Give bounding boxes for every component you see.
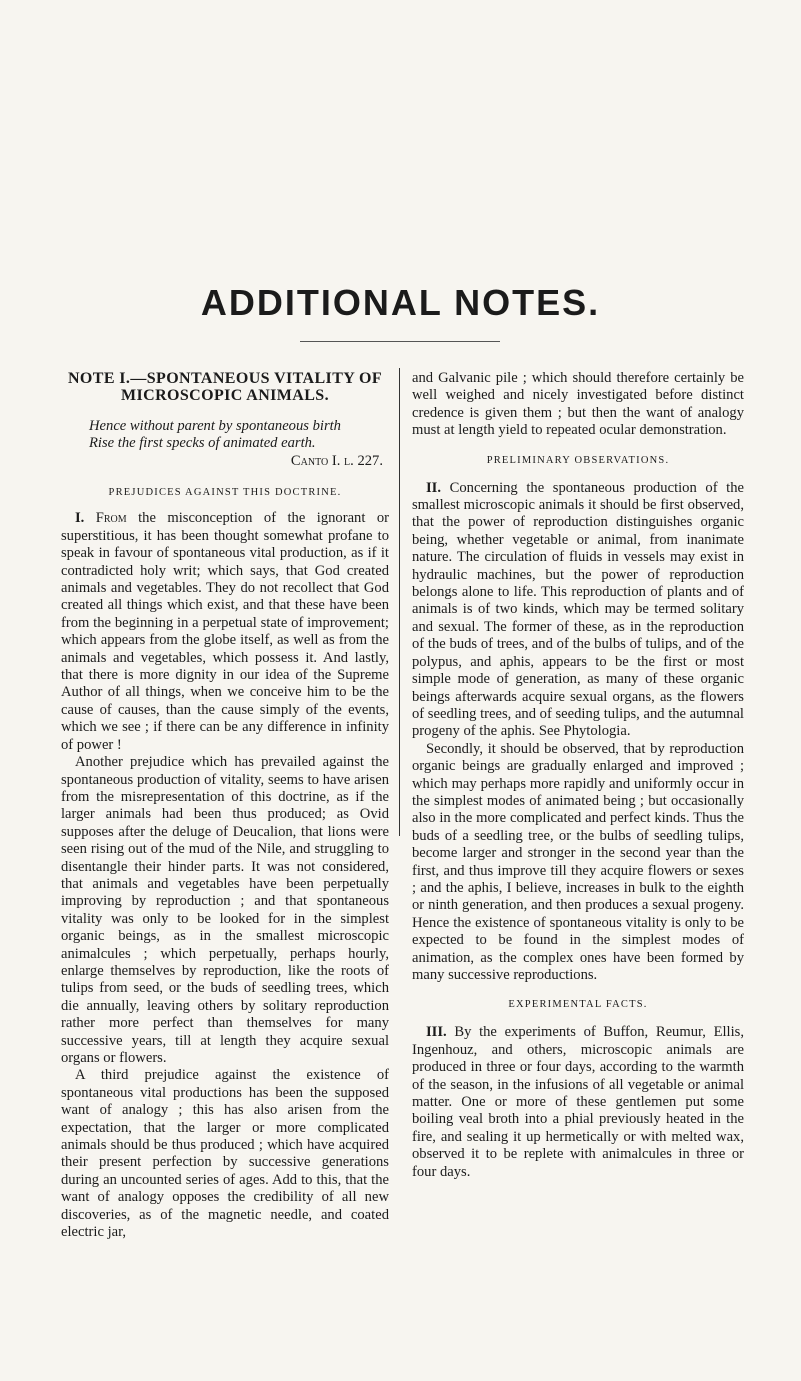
section-numeral: I. [75, 510, 85, 527]
section-heading-prejudices: PREJUDICES AGAINST THIS DOCTRINE. [108, 487, 342, 499]
paragraph-text: Concerning the spontaneous production of the smallest microscopic animals it should be first observed, that the power of reproduction distinguishes organic being, whether vegetable or animal, from inanimate nature. The circulation of fluids in vessels may exist in hydraulic machines, but the power of reproduction belongs alone to life. This reproduction of plants and of animals is of two kinds, which may be termed solitary and sexual. The former of these, as in the reproduction of the buds of trees, and of the bulbs of tulips, and of the polypus, and aphis, appears to be the first or most simple mode of generation, as many of these organic beings afterwards acquire sexual organs, as the flowers of seedling trees, and of seeding tulips, and the autumnal progeny of the aphis. See Phytologia. [412, 479, 744, 740]
paragraph: Another prejudice which has prevailed against the spontaneous production of vitality, seems to have arisen from the misrepresentation of this doctrine, as if the larger animals had been thus produced; as Ovid supposes after the deluge of Deucalion, that lions were seen rising out of the mud of the Nile, and struggling to disentangle their hinder parts. It was not considered, that animals and vegetables have been perpetually improving by reproduction ; and that spontaneous vitality was only to be looked for in the simplest organic beings, as in the smallest microscopic animalcules ; which perpetually, perhaps hourly, enlarge themselves by reproduction, like the roots of tulips from seed, or the buds of seedling trees, which die annually, leaving others by solitary reproduction rather more perfect than themselves for many successive years, till at length they acquire sexual organs or flowers. [61, 754, 389, 1066]
paragraph-text: the misconception of the ignorant or superstitious, it has been thought somewhat profane to speak in favour of spontaneous vital production, as if it contradicted holy writ; which says, that God created animals and vegetables. They do not recollect that God created all things which exist, and that these have been from the beginning in a perpetual state of improvement; which appears from the globe itself, as well as from the animals and vegetables, which possess it. And lastly, that there is more dignity in our idea of the Supreme Author of all things, when we conceive him to be the cause of causes, than the cause simply of the events, which we see ; if there can be any difference in infinity of power ! [61, 510, 389, 753]
section-heading-preliminary: PRELIMINARY OBSERVATIONS. [486, 454, 670, 466]
paragraph: A third prejudice against the existence of spontaneous vital productions has been the supposed want of analogy ; this has also arisen from the expectation, that the larger or more complicated animals should be thus produced ; which have acquired their present perfection by successive generations during an uncounted series of ages. Add to this, that the want of analogy opposes the credibility of all new discoveries, as of the magnetic needle, and coated electric jar, [61, 1067, 389, 1241]
epigraph [89, 418, 389, 452]
section-numeral: III. [426, 1024, 447, 1041]
paragraph [412, 480, 744, 741]
paragraph-text: By the experiments of Buffon, Reumur, Ellis, Ingenhouz, and others, microscopic animals are produced in three or four days, according to the warmth of the season, in the infusions of all vegetable or animal matter. One or more of these gentlemen put some boiling veal broth into a phial previously heated in the fire, and sealing it up hermetically or with melted wax, observed it to be replete with animalcules in three or four days. [412, 1024, 744, 1180]
right-column [412, 370, 744, 1181]
title-divider [300, 341, 500, 342]
note-heading: NOTE I.—SPONTANEOUS VITALITY OF MICROSCOPIC ANIMALS. [67, 370, 383, 404]
page-title: ADDITIONAL NOTES. [200, 282, 601, 323]
left-column [61, 370, 389, 1241]
paragraph: Secondly, it should be observed, that by reproduction organic beings are gradually enlarged and improved ; which may perhaps more rapidly and uniformly occur in the simplest modes of animated being ; but occasionally also in the more complicated and perfect kinds. Thus the buds of a seedling tree, or the bulbs of seedling tulips, become larger and stronger in the second year than the first, and thus improve till they acquire flowers or sexes ; and the aphis, I believe, increases in bulk to the eighth or ninth generation, and then produces a sexual progeny. Hence the existence of spontaneous vitality is only to be expected to be found in the simplest modes of animation, as the complex ones have been formed by many successive reproductions. [412, 740, 744, 983]
epigraph-line: Hence without parent by spontaneous birth [89, 418, 341, 434]
section-numeral: II. [426, 479, 442, 496]
epigraph-line: Rise the first specks of animated earth. [89, 435, 316, 451]
epigraph-citation: Canto I. l. 227. [290, 453, 383, 469]
lead-word: From [95, 510, 127, 527]
paragraph [61, 510, 389, 754]
paragraph [412, 1024, 744, 1181]
section-heading-experimental: EXPERIMENTAL FACTS. [508, 999, 648, 1011]
paragraph: and Galvanic pile ; which should therefore certainly be well weighed and nicely investigated before distinct credence is given them ; but then the want of analogy must at length yield to repeated ocular demonstration. [412, 370, 744, 439]
column-divider [399, 368, 400, 836]
